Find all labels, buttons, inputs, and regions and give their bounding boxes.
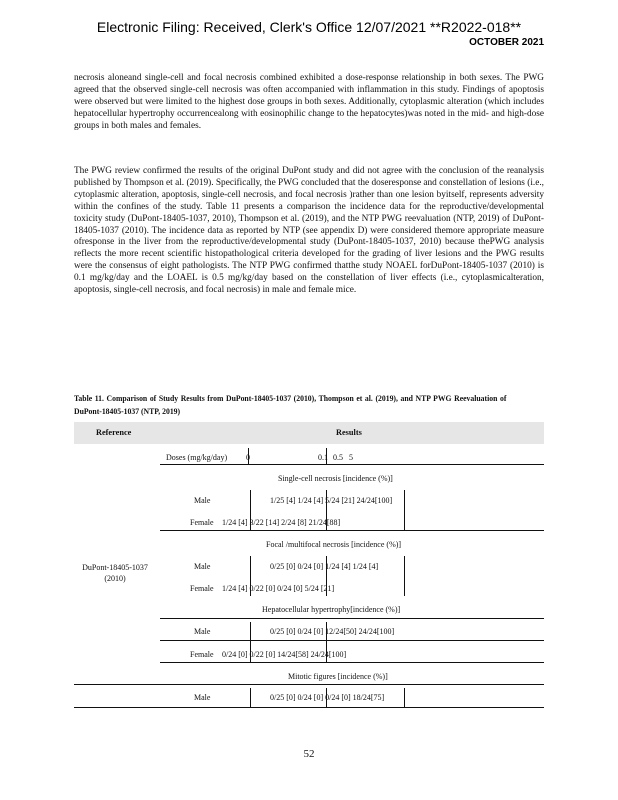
doses-label: Doses (mg/kg/day) bbox=[166, 453, 228, 462]
table-rule bbox=[160, 618, 544, 619]
section-title: Focal /multifocal necrosis [incidence (%)] bbox=[266, 540, 402, 549]
table-caption: Table 11. Comparison of Study Results from DuPont-18405-1037 (2010), Thompson et al. (2019), and NTP PWG Reevaluation of DuPont-18405-1037 (NTP, 2019) bbox=[74, 394, 507, 416]
table-column-rule bbox=[248, 448, 249, 464]
row-values: 1/24 [4] 0/22 [0] 0/24 [0] 5/24 [21] bbox=[222, 584, 335, 593]
table-column-rule bbox=[250, 490, 251, 530]
column-header-results: Results bbox=[336, 428, 362, 437]
row-sex-label: Female bbox=[190, 584, 214, 593]
row-values: 1/24 [4] 3/22 [14] 2/24 [8] 21/24[88] bbox=[222, 518, 341, 527]
row-values: 0/25 [0] 0/24 [0] 0/24 [0] 18/24[75] bbox=[270, 693, 385, 702]
filing-header: Electronic Filing: Received, Clerk's Office 12/07/2021 **R2022-018** bbox=[96, 19, 522, 35]
body-paragraph-1: necrosis aloneand single-cell and focal necrosis combined exhibited a dose-response relationship in both sexes. The PWG agreed that the observed single-cell necrosis was often accompanied with inflammation in this study. Findings of apoptosis were observed but were limited to the highest dose groups in both sexes. Additionally, cytoplasmic alteration (which includes hepatocellular hypertrophy occurrencealong with eosinophilic change to the hepatocytes)was noted in the mid- and high-dose groups in both males and females. bbox=[74, 73, 544, 131]
reference-cell: DuPont-18405-1037 (2010) bbox=[82, 563, 148, 583]
table-column-rule bbox=[326, 490, 327, 530]
row-sex-label: Male bbox=[194, 693, 211, 702]
table-rule bbox=[160, 662, 544, 663]
column-header-reference: Reference bbox=[96, 428, 132, 437]
table-column-rule bbox=[250, 622, 251, 662]
table-column-rule bbox=[250, 688, 251, 707]
section-title: Single-cell necrosis [incidence (%)] bbox=[278, 474, 393, 483]
table-column-rule bbox=[404, 688, 405, 707]
table-column-rule bbox=[326, 622, 327, 662]
dose-5: 5 bbox=[349, 453, 353, 462]
row-values: 0/25 [0] 0/24 [0] 12/24[50] 24/24[100] bbox=[270, 627, 395, 636]
row-values: 0/24 [0] 0/22 [0] 14/24[58] 24/24[100] bbox=[222, 650, 347, 659]
table-rule bbox=[160, 640, 544, 641]
filing-month: OCTOBER 2021 bbox=[469, 37, 544, 48]
table-column-rule bbox=[326, 448, 327, 464]
row-sex-label: Female bbox=[190, 650, 214, 659]
dose-0-1: 0.1 bbox=[318, 453, 328, 462]
page-number: 52 bbox=[303, 748, 315, 760]
table-column-rule bbox=[250, 556, 251, 596]
body-paragraph-2: The PWG review confirmed the results of the original DuPont study and did not agree with the conclusion of the reanalysis published by Thompson et al. (2019). Specifically, the PWG concluded that the doseresponse and constellation of lesions (i.e., cytoplasmic alteration, apoptosis, single-cell necrosis, and focal necrosis )rather than one lesion byitself, represents adversity within the confines of the study. Table 11 presents a comparison the incidence data for the reproductive/developmental toxicity study (DuPont-18405-1037, 2010), Thompson et al. (2019), and the NTP PWG reevaluation (NTP, 2019) of DuPont-18405-1037 (2010). The incidence data as reported by NTP (see appendix D) were considered themore appropriate measure ofresponse in the liver from the reproductive/developmental study (DuPont-18405-1037, 2010) because thePWG analysis reflects the more recent scientific histopathological criteria developed for the grading of liver lesions and the PWG results were the consensus of eight pathologists. The NTP PWG confirmed thatthe study NOAEL forDuPont-18405-1037 (2010) is 0.1 mg/kg/day and the LOAEL is 0.5 mg/kg/day based on the constellation of liver effects (i.e., cytoplasmicalteration, apoptosis, single-cell necrosis, and focal necrosis) in male and female mice. bbox=[74, 166, 544, 296]
dose-0: 0 bbox=[246, 453, 250, 462]
row-sex-label: Male bbox=[194, 496, 211, 505]
section-title: Mitotic figures [incidence (%)] bbox=[288, 672, 388, 681]
table-rule bbox=[74, 707, 544, 708]
section-title: Hepatocellular hypertrophy[incidence (%)] bbox=[262, 605, 401, 614]
table-column-rule bbox=[326, 556, 327, 596]
row-sex-label: Male bbox=[194, 562, 211, 571]
table-rule bbox=[160, 464, 544, 465]
row-sex-label: Female bbox=[190, 518, 214, 527]
table-column-rule bbox=[326, 688, 327, 707]
table-header-row bbox=[74, 422, 544, 444]
row-values: 0/25 [0] 0/24 [0] 1/24 [4] 1/24 [4] bbox=[270, 562, 379, 571]
dose-0-5: 0.5 bbox=[333, 453, 343, 462]
row-sex-label: Male bbox=[194, 627, 211, 636]
table-rule bbox=[160, 530, 544, 531]
table-rule bbox=[74, 684, 544, 685]
table-column-rule bbox=[404, 556, 405, 596]
table-column-rule bbox=[404, 490, 405, 530]
row-values: 1/25 [4] 1/24 [4] 5/24 [21] 24/24[100] bbox=[270, 496, 393, 505]
